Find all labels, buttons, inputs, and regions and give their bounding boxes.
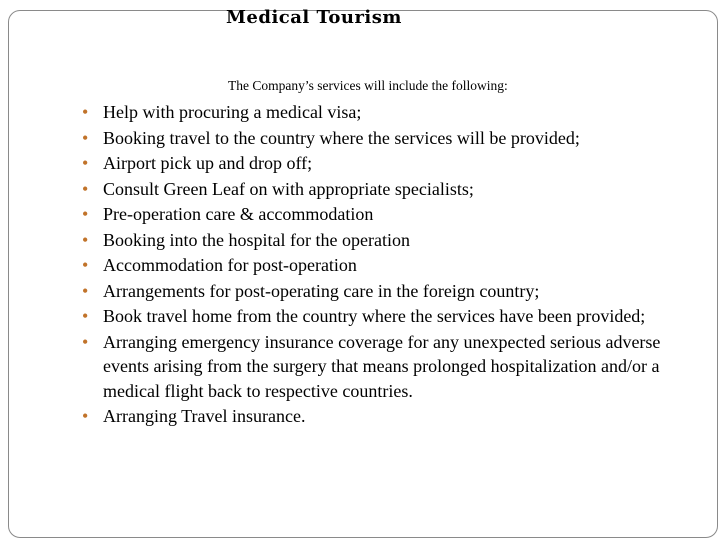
list-item	[0, 304, 700, 329]
list-item-text: Book travel home from the country where the services have been provided;	[103, 306, 646, 326]
bullet-icon: •	[82, 331, 89, 352]
list-item	[0, 202, 700, 227]
bullet-icon: •	[82, 229, 89, 250]
services-bullet-list	[0, 100, 700, 429]
bullet-icon: •	[82, 406, 89, 426]
bullet-icon: •	[82, 280, 89, 301]
list-item-text: Booking travel to the country where the services will be provided;	[103, 127, 580, 148]
list-item-text: Pre-operation care & accommodation	[103, 204, 374, 224]
list-item	[0, 279, 700, 304]
list-item	[0, 228, 700, 253]
list-item	[0, 404, 700, 429]
bullet-icon: •	[82, 127, 89, 148]
list-item-text: Airport pick up and drop off;	[103, 153, 313, 173]
list-item-text: Booking into the hospital for the operation	[103, 229, 410, 250]
list-item	[0, 126, 700, 151]
bullet-icon: •	[82, 153, 89, 173]
list-item	[0, 100, 700, 125]
list-item	[0, 330, 700, 404]
list-item	[0, 253, 700, 278]
bullet-icon: •	[82, 255, 89, 275]
list-item	[0, 151, 700, 176]
list-item-text: Arrangements for post-operating care in the foreign country;	[103, 280, 540, 301]
list-item-text: Arranging emergency insurance coverage for any unexpected serious adverse events arising from the surgery that means prolonged hospitalization and/or a medical flight back to respective countries.	[103, 331, 661, 401]
list-item-text: Arranging Travel insurance.	[103, 406, 306, 426]
list-item-text: Help with procuring a medical visa;	[103, 102, 362, 122]
bullet-icon: •	[82, 102, 89, 122]
list-item-text: Consult Green Leaf on with appropriate specialists;	[103, 178, 474, 199]
list-item	[0, 177, 700, 202]
list-item-text: Accommodation for post-operation	[103, 255, 357, 275]
bullet-icon: •	[82, 178, 89, 199]
bullet-icon: •	[82, 306, 89, 326]
bullet-icon: •	[82, 204, 89, 224]
slide-title: Medical Tourism	[226, 7, 402, 28]
slide-subtitle: The Company’s services will include the following:	[228, 78, 508, 93]
